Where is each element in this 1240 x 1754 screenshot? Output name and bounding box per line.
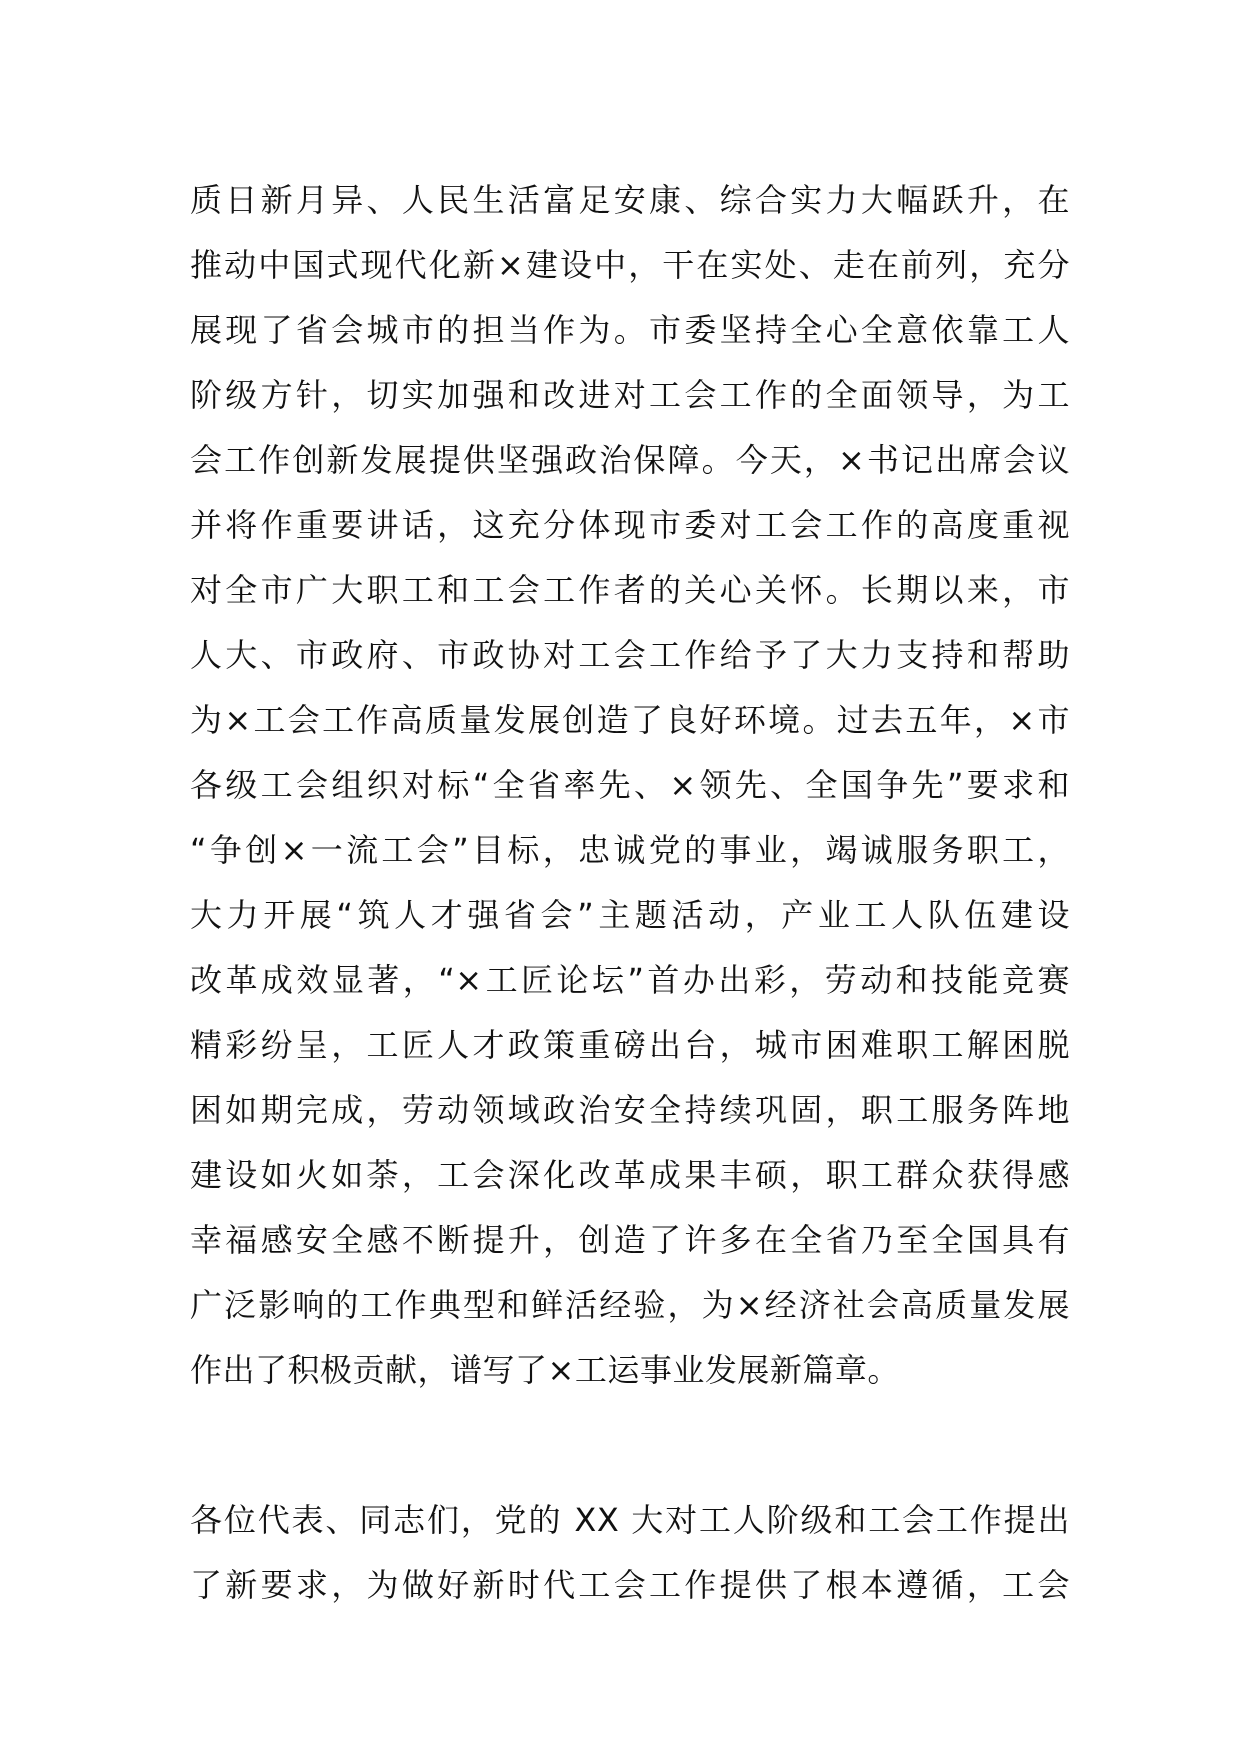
text-line: 展现了省会城市的担当作为。市委坚持全心全意依靠工人 [190,311,1070,349]
text-line: 各级工会组织对标“全省率先、×领先、全国争先”要求和 [190,766,1070,804]
text-line: 幸福感安全感不断提升，创造了许多在全省乃至全国具有 [190,1221,1070,1259]
text-line: 推动中国式现代化新×建设中，干在实处、走在前列，充分 [190,246,1070,284]
text-line: 阶级方针，切实加强和改进对工会工作的全面领导，为工 [190,376,1070,414]
text-line: 建设如火如荼，工会深化改革成果丰硕，职工群众获得感 [190,1156,1070,1194]
paragraph-1 [190,168,1070,1403]
text-line: 会工作创新发展提供坚强政治保障。今天，×书记出席会议 [190,441,1070,479]
text-line: 大力开展“筑人才强省会”主题活动，产业工人队伍建设 [190,896,1070,934]
text-line: 质日新月异、人民生活富足安康、综合实力大幅跃升，在 [190,181,1070,219]
text-line: 为×工会工作高质量发展创造了良好环境。过去五年，×市 [190,701,1070,739]
text-line: 困如期完成，劳动领域政治安全持续巩固，职工服务阵地 [190,1091,1070,1129]
text-line: 了新要求，为做好新时代工会工作提供了根本遵循，工会 [190,1566,1070,1604]
text-line: 改革成效显著，“×工匠论坛”首办出彩，劳动和技能竞赛 [190,961,1070,999]
paragraph-2 [190,1488,1070,1618]
text-line: 精彩纷呈，工匠人才政策重磅出台，城市困难职工解困脱 [190,1026,1070,1064]
text-line: 广泛影响的工作典型和鲜活经验，为×经济社会高质量发展 [190,1286,1070,1324]
text-line: 作出了积极贡献，谱写了×工运事业发展新篇章。 [190,1351,900,1389]
text-line: “争创×一流工会”目标，忠诚党的事业，竭诚服务职工， [190,831,1070,869]
text-line: 并将作重要讲话，这充分体现市委对工会工作的高度重视 [190,506,1070,544]
text-line: 人大、市政府、市政协对工会工作给予了大力支持和帮助 [190,636,1070,674]
text-line: 各位代表、同志们，党的 XX 大对工人阶级和工会工作提出 [190,1501,1070,1539]
text-line: 对全市广大职工和工会工作者的关心关怀。长期以来，市 [190,571,1070,609]
